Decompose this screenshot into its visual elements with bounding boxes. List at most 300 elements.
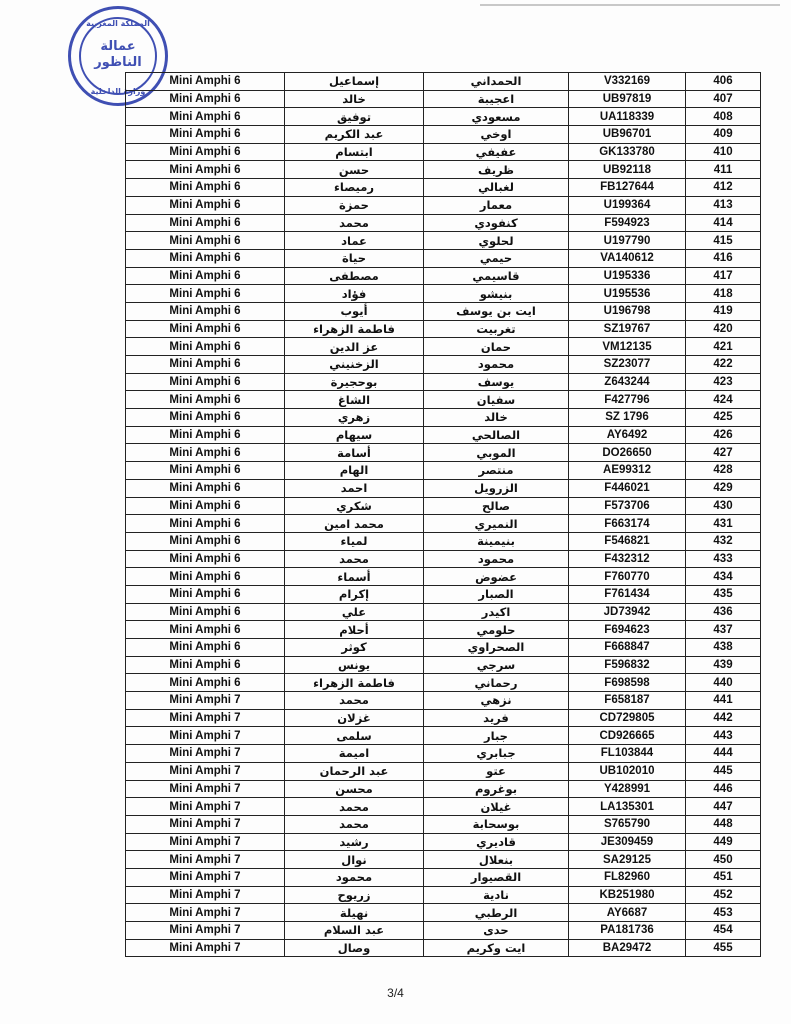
table-row (126, 497, 761, 515)
last-name-cell: جبابري (424, 745, 569, 763)
table-row (126, 126, 761, 144)
last-name-cell: الصحراوي (424, 639, 569, 657)
id-number-cell: F596832 (569, 656, 686, 674)
room-cell: Mini Amphi 6 (126, 232, 285, 250)
last-name-cell: لغبالي (424, 179, 569, 197)
last-name-cell: عضوض (424, 568, 569, 586)
row-number-cell: 416 (686, 249, 761, 267)
first-name-cell: زريوح (285, 886, 424, 904)
last-name-cell: اكيدر (424, 603, 569, 621)
id-number-cell: V332169 (569, 73, 686, 91)
first-name-cell: كوثر (285, 639, 424, 657)
id-number-cell: SZ 1796 (569, 409, 686, 427)
row-number-cell: 415 (686, 232, 761, 250)
first-name-cell: الشاغ (285, 391, 424, 409)
last-name-cell: بنيشو (424, 285, 569, 303)
candidate-table (125, 72, 761, 957)
id-number-cell: PA181736 (569, 922, 686, 940)
last-name-cell: بنيمينة (424, 532, 569, 550)
room-cell: Mini Amphi 6 (126, 585, 285, 603)
table-row (126, 798, 761, 816)
id-number-cell: F446021 (569, 479, 686, 497)
table-row (126, 426, 761, 444)
id-number-cell: FL103844 (569, 745, 686, 763)
room-cell: Mini Amphi 6 (126, 179, 285, 197)
id-number-cell: UB92118 (569, 161, 686, 179)
table-row (126, 232, 761, 250)
row-number-cell: 451 (686, 868, 761, 886)
last-name-cell: عتو (424, 762, 569, 780)
row-number-cell: 436 (686, 603, 761, 621)
first-name-cell: نوال (285, 851, 424, 869)
first-name-cell: عبد الكريم (285, 126, 424, 144)
id-number-cell: UB96701 (569, 126, 686, 144)
table-row (126, 73, 761, 91)
room-cell: Mini Amphi 7 (126, 851, 285, 869)
table-row (126, 692, 761, 710)
table-row (126, 603, 761, 621)
id-number-cell: AY6687 (569, 904, 686, 922)
last-name-cell: معمار (424, 196, 569, 214)
first-name-cell: حسن (285, 161, 424, 179)
row-number-cell: 422 (686, 356, 761, 374)
id-number-cell: UA118339 (569, 108, 686, 126)
last-name-cell: فريد (424, 709, 569, 727)
table-row (126, 674, 761, 692)
first-name-cell: حمزة (285, 196, 424, 214)
id-number-cell: JE309459 (569, 833, 686, 851)
room-cell: Mini Amphi 6 (126, 338, 285, 356)
stamp-line-2: الناظور (94, 55, 142, 70)
first-name-cell: محسن (285, 780, 424, 798)
room-cell: Mini Amphi 6 (126, 497, 285, 515)
table-row (126, 886, 761, 904)
first-name-cell: رميصاء (285, 179, 424, 197)
room-cell: Mini Amphi 6 (126, 426, 285, 444)
id-number-cell: Z643244 (569, 373, 686, 391)
first-name-cell: مصطفى (285, 267, 424, 285)
first-name-cell: سيهام (285, 426, 424, 444)
table-row (126, 727, 761, 745)
first-name-cell: خالد (285, 90, 424, 108)
row-number-cell: 419 (686, 302, 761, 320)
last-name-cell: حيمي (424, 249, 569, 267)
table-row (126, 833, 761, 851)
room-cell: Mini Amphi 6 (126, 302, 285, 320)
table-row (126, 939, 761, 957)
row-number-cell: 438 (686, 639, 761, 657)
table-row (126, 338, 761, 356)
table-row (126, 515, 761, 533)
id-number-cell: BA29472 (569, 939, 686, 957)
last-name-cell: خالد (424, 409, 569, 427)
scan-edge-line (480, 4, 780, 6)
last-name-cell: الحمداني (424, 73, 569, 91)
first-name-cell: محمد (285, 692, 424, 710)
room-cell: Mini Amphi 6 (126, 90, 285, 108)
table-row (126, 656, 761, 674)
last-name-cell: قاديري (424, 833, 569, 851)
last-name-cell: تغربيت (424, 320, 569, 338)
first-name-cell: نهيلة (285, 904, 424, 922)
row-number-cell: 420 (686, 320, 761, 338)
last-name-cell: منتصر (424, 462, 569, 480)
first-name-cell: علي (285, 603, 424, 621)
room-cell: Mini Amphi 7 (126, 727, 285, 745)
table-row (126, 285, 761, 303)
last-name-cell: سرجي (424, 656, 569, 674)
last-name-cell: صالح (424, 497, 569, 515)
last-name-cell: ايت وكريم (424, 939, 569, 957)
room-cell: Mini Amphi 6 (126, 532, 285, 550)
table-row (126, 904, 761, 922)
row-number-cell: 433 (686, 550, 761, 568)
row-number-cell: 409 (686, 126, 761, 144)
stamp-arc-top: المملكة المغربية (86, 19, 150, 28)
row-number-cell: 412 (686, 179, 761, 197)
id-number-cell: F698598 (569, 674, 686, 692)
table-row (126, 462, 761, 480)
table-row (126, 391, 761, 409)
first-name-cell: فاطمة الزهراء (285, 674, 424, 692)
id-number-cell: CD729805 (569, 709, 686, 727)
first-name-cell: احمد (285, 479, 424, 497)
room-cell: Mini Amphi 6 (126, 444, 285, 462)
first-name-cell: عز الدين (285, 338, 424, 356)
last-name-cell: مسعودي (424, 108, 569, 126)
last-name-cell: جبار (424, 727, 569, 745)
row-number-cell: 427 (686, 444, 761, 462)
table-row (126, 320, 761, 338)
id-number-cell: FL82960 (569, 868, 686, 886)
row-number-cell: 418 (686, 285, 761, 303)
id-number-cell: F573706 (569, 497, 686, 515)
first-name-cell: اميمة (285, 745, 424, 763)
last-name-cell: نادية (424, 886, 569, 904)
room-cell: Mini Amphi 6 (126, 320, 285, 338)
first-name-cell: لمياء (285, 532, 424, 550)
room-cell: Mini Amphi 7 (126, 798, 285, 816)
last-name-cell: قاسيمي (424, 267, 569, 285)
room-cell: Mini Amphi 7 (126, 762, 285, 780)
room-cell: Mini Amphi 7 (126, 939, 285, 957)
id-number-cell: SZ19767 (569, 320, 686, 338)
last-name-cell: اوخي (424, 126, 569, 144)
room-cell: Mini Amphi 6 (126, 196, 285, 214)
room-cell: Mini Amphi 6 (126, 285, 285, 303)
row-number-cell: 406 (686, 73, 761, 91)
id-number-cell: S765790 (569, 815, 686, 833)
first-name-cell: زهري (285, 409, 424, 427)
row-number-cell: 450 (686, 851, 761, 869)
row-number-cell: 411 (686, 161, 761, 179)
id-number-cell: CD926665 (569, 727, 686, 745)
id-number-cell: U196798 (569, 302, 686, 320)
stamp-center-text (71, 39, 165, 71)
room-cell: Mini Amphi 7 (126, 815, 285, 833)
row-number-cell: 430 (686, 497, 761, 515)
row-number-cell: 445 (686, 762, 761, 780)
first-name-cell: فاطمة الزهراء (285, 320, 424, 338)
table-row (126, 479, 761, 497)
first-name-cell: عماد (285, 232, 424, 250)
id-number-cell: VM12135 (569, 338, 686, 356)
id-number-cell: F760770 (569, 568, 686, 586)
first-name-cell: يونس (285, 656, 424, 674)
room-cell: Mini Amphi 7 (126, 886, 285, 904)
id-number-cell: UB97819 (569, 90, 686, 108)
first-name-cell: محمد (285, 815, 424, 833)
room-cell: Mini Amphi 6 (126, 126, 285, 144)
room-cell: Mini Amphi 6 (126, 143, 285, 161)
room-cell: Mini Amphi 6 (126, 479, 285, 497)
table-row (126, 709, 761, 727)
last-name-cell: غيلان (424, 798, 569, 816)
room-cell: Mini Amphi 6 (126, 249, 285, 267)
last-name-cell: رحماني (424, 674, 569, 692)
id-number-cell: F546821 (569, 532, 686, 550)
table-row (126, 108, 761, 126)
row-number-cell: 448 (686, 815, 761, 833)
first-name-cell: بوحجيرة (285, 373, 424, 391)
table-row (126, 815, 761, 833)
room-cell: Mini Amphi 7 (126, 692, 285, 710)
id-number-cell: DO26650 (569, 444, 686, 462)
table-row (126, 851, 761, 869)
last-name-cell: محمود (424, 356, 569, 374)
id-number-cell: F432312 (569, 550, 686, 568)
first-name-cell: عبد الرحمان (285, 762, 424, 780)
room-cell: Mini Amphi 6 (126, 639, 285, 657)
id-number-cell: SA29125 (569, 851, 686, 869)
room-cell: Mini Amphi 7 (126, 833, 285, 851)
last-name-cell: الموبي (424, 444, 569, 462)
row-number-cell: 421 (686, 338, 761, 356)
table-row (126, 302, 761, 320)
row-number-cell: 452 (686, 886, 761, 904)
table-row (126, 90, 761, 108)
table-row (126, 639, 761, 657)
room-cell: Mini Amphi 7 (126, 922, 285, 940)
row-number-cell: 453 (686, 904, 761, 922)
row-number-cell: 413 (686, 196, 761, 214)
first-name-cell: ابتسام (285, 143, 424, 161)
id-number-cell: KB251980 (569, 886, 686, 904)
last-name-cell: حمان (424, 338, 569, 356)
table-row (126, 550, 761, 568)
row-number-cell: 439 (686, 656, 761, 674)
row-number-cell: 444 (686, 745, 761, 763)
table-row (126, 585, 761, 603)
room-cell: Mini Amphi 6 (126, 391, 285, 409)
id-number-cell: LA135301 (569, 798, 686, 816)
room-cell: Mini Amphi 7 (126, 904, 285, 922)
last-name-cell: بوسحابة (424, 815, 569, 833)
id-number-cell: U199364 (569, 196, 686, 214)
id-number-cell: F668847 (569, 639, 686, 657)
id-number-cell: JD73942 (569, 603, 686, 621)
first-name-cell: الهام (285, 462, 424, 480)
row-number-cell: 425 (686, 409, 761, 427)
last-name-cell: نزهي (424, 692, 569, 710)
first-name-cell: فؤاد (285, 285, 424, 303)
table-row (126, 922, 761, 940)
table-row (126, 762, 761, 780)
table-row (126, 532, 761, 550)
row-number-cell: 424 (686, 391, 761, 409)
row-number-cell: 441 (686, 692, 761, 710)
last-name-cell: محمود (424, 550, 569, 568)
room-cell: Mini Amphi 6 (126, 656, 285, 674)
id-number-cell: Y428991 (569, 780, 686, 798)
table-row (126, 621, 761, 639)
row-number-cell: 442 (686, 709, 761, 727)
table-row (126, 409, 761, 427)
last-name-cell: ايت بن يوسف (424, 302, 569, 320)
first-name-cell: حياة (285, 249, 424, 267)
table-row (126, 161, 761, 179)
row-number-cell: 408 (686, 108, 761, 126)
room-cell: Mini Amphi 6 (126, 515, 285, 533)
table-row (126, 179, 761, 197)
first-name-cell: توفيق (285, 108, 424, 126)
table-row (126, 249, 761, 267)
row-number-cell: 414 (686, 214, 761, 232)
last-name-cell: النميري (424, 515, 569, 533)
first-name-cell: محمد امين (285, 515, 424, 533)
first-name-cell: الزخنيني (285, 356, 424, 374)
table-row (126, 143, 761, 161)
row-number-cell: 428 (686, 462, 761, 480)
first-name-cell: رشيد (285, 833, 424, 851)
id-number-cell: F658187 (569, 692, 686, 710)
last-name-cell: القصيوار (424, 868, 569, 886)
room-cell: Mini Amphi 7 (126, 868, 285, 886)
row-number-cell: 434 (686, 568, 761, 586)
last-name-cell: سفيان (424, 391, 569, 409)
id-number-cell: U197790 (569, 232, 686, 250)
id-number-cell: F761434 (569, 585, 686, 603)
table-row (126, 444, 761, 462)
first-name-cell: إسماعيل (285, 73, 424, 91)
last-name-cell: الرطبي (424, 904, 569, 922)
page-number: 3/4 (387, 986, 404, 1000)
row-number-cell: 417 (686, 267, 761, 285)
last-name-cell: الصالحي (424, 426, 569, 444)
id-number-cell: F594923 (569, 214, 686, 232)
first-name-cell: سلمى (285, 727, 424, 745)
table-row (126, 373, 761, 391)
first-name-cell: محمد (285, 214, 424, 232)
id-number-cell: U195336 (569, 267, 686, 285)
row-number-cell: 446 (686, 780, 761, 798)
first-name-cell: أحلام (285, 621, 424, 639)
id-number-cell: F427796 (569, 391, 686, 409)
row-number-cell: 432 (686, 532, 761, 550)
table-row (126, 356, 761, 374)
last-name-cell: الصبار (424, 585, 569, 603)
id-number-cell: UB102010 (569, 762, 686, 780)
candidate-table-body (126, 73, 761, 957)
last-name-cell: بوغروم (424, 780, 569, 798)
room-cell: Mini Amphi 7 (126, 745, 285, 763)
first-name-cell: محمد (285, 550, 424, 568)
first-name-cell: أسماء (285, 568, 424, 586)
room-cell: Mini Amphi 6 (126, 568, 285, 586)
table-row (126, 214, 761, 232)
first-name-cell: أسامة (285, 444, 424, 462)
id-number-cell: SZ23077 (569, 356, 686, 374)
room-cell: Mini Amphi 6 (126, 462, 285, 480)
id-number-cell: F663174 (569, 515, 686, 533)
room-cell: Mini Amphi 7 (126, 709, 285, 727)
id-number-cell: VA140612 (569, 249, 686, 267)
row-number-cell: 407 (686, 90, 761, 108)
first-name-cell: محمد (285, 798, 424, 816)
row-number-cell: 431 (686, 515, 761, 533)
row-number-cell: 447 (686, 798, 761, 816)
table-row (126, 745, 761, 763)
table-row (126, 868, 761, 886)
last-name-cell: بنعلال (424, 851, 569, 869)
id-number-cell: F694623 (569, 621, 686, 639)
id-number-cell: GK133780 (569, 143, 686, 161)
row-number-cell: 454 (686, 922, 761, 940)
first-name-cell: عبد السلام (285, 922, 424, 940)
last-name-cell: حدى (424, 922, 569, 940)
id-number-cell: AE99312 (569, 462, 686, 480)
room-cell: Mini Amphi 6 (126, 621, 285, 639)
first-name-cell: إكرام (285, 585, 424, 603)
room-cell: Mini Amphi 6 (126, 267, 285, 285)
table-row (126, 196, 761, 214)
row-number-cell: 435 (686, 585, 761, 603)
room-cell: Mini Amphi 6 (126, 73, 285, 91)
row-number-cell: 440 (686, 674, 761, 692)
row-number-cell: 410 (686, 143, 761, 161)
table-row (126, 780, 761, 798)
row-number-cell: 423 (686, 373, 761, 391)
table-row (126, 568, 761, 586)
id-number-cell: U195536 (569, 285, 686, 303)
row-number-cell: 437 (686, 621, 761, 639)
first-name-cell: محمود (285, 868, 424, 886)
last-name-cell: لحلوي (424, 232, 569, 250)
room-cell: Mini Amphi 6 (126, 550, 285, 568)
last-name-cell: حلومي (424, 621, 569, 639)
row-number-cell: 455 (686, 939, 761, 957)
last-name-cell: عفيفي (424, 143, 569, 161)
room-cell: Mini Amphi 6 (126, 108, 285, 126)
row-number-cell: 449 (686, 833, 761, 851)
room-cell: Mini Amphi 6 (126, 603, 285, 621)
id-number-cell: FB127644 (569, 179, 686, 197)
stamp-arc-bottom: وزارة الداخلية (90, 87, 146, 96)
table-row (126, 267, 761, 285)
row-number-cell: 426 (686, 426, 761, 444)
room-cell: Mini Amphi 6 (126, 356, 285, 374)
first-name-cell: شكري (285, 497, 424, 515)
last-name-cell: يوسف (424, 373, 569, 391)
room-cell: Mini Amphi 6 (126, 373, 285, 391)
first-name-cell: أيوب (285, 302, 424, 320)
room-cell: Mini Amphi 6 (126, 409, 285, 427)
row-number-cell: 429 (686, 479, 761, 497)
room-cell: Mini Amphi 6 (126, 161, 285, 179)
id-number-cell: AY6492 (569, 426, 686, 444)
last-name-cell: الزرويل (424, 479, 569, 497)
room-cell: Mini Amphi 7 (126, 780, 285, 798)
